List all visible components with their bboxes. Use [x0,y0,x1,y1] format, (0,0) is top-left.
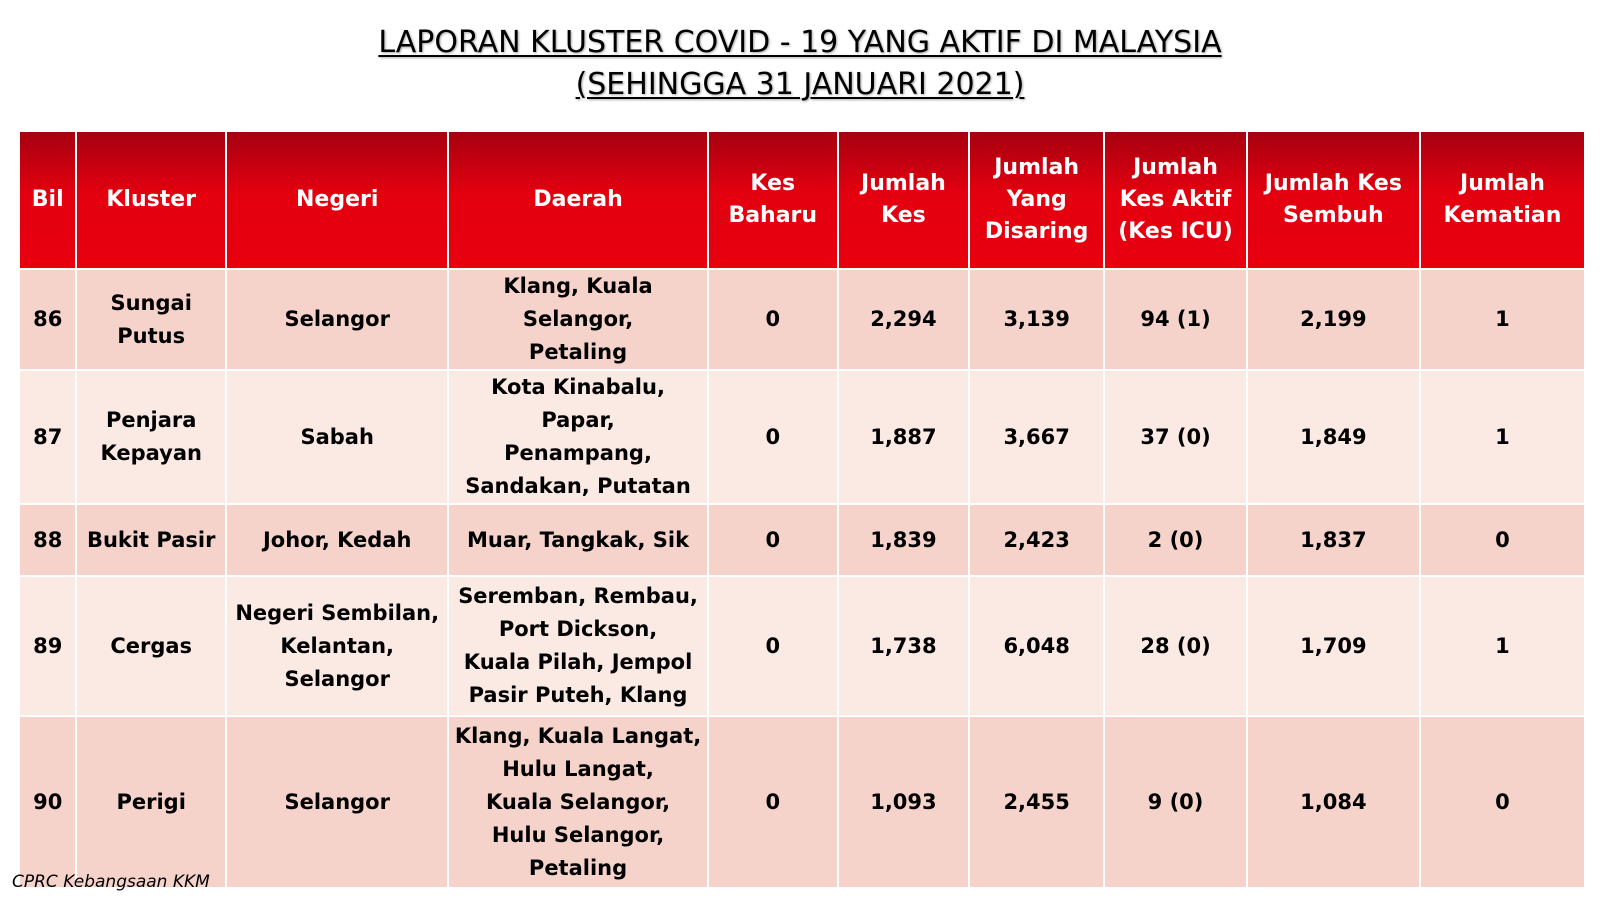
cell-kes-aktif: 37 (0) [1104,370,1246,504]
cell-jumlah-kes: 2,294 [838,269,969,370]
cell-daerah: Muar, Tangkak, Sik [448,504,707,576]
cell-daerah: Klang, Kuala Selangor, Petaling [448,269,707,370]
report-title-line1: LAPORAN KLUSTER COVID - 19 YANG AKTIF DI MALAYSIA [378,25,1222,60]
cell-kes-aktif: 28 (0) [1104,576,1246,716]
cell-kes-baharu: 0 [708,370,838,504]
cell-jumlah-disaring: 6,048 [969,576,1104,716]
table-row [19,504,1585,576]
cell-bil: 90 [19,716,76,888]
header-kematian: Jumlah Kematian [1420,131,1585,269]
cell-bil: 89 [19,576,76,716]
header-jumlah-disaring: Jumlah Yang Disaring [969,131,1104,269]
cell-kes-sembuh: 1,709 [1247,576,1420,716]
cell-jumlah-kes: 1,839 [838,504,969,576]
report-title [0,22,1600,106]
header-row [19,131,1585,269]
source-credit: CPRC Kebangsaan KKM [12,872,210,892]
table-row [19,716,1585,888]
header-jumlah-kes: Jumlah Kes [838,131,969,269]
cell-negeri: Sabah [226,370,448,504]
cell-negeri: Selangor [226,716,448,888]
cell-kes-baharu: 0 [708,269,838,370]
cell-kes-sembuh: 1,837 [1247,504,1420,576]
cell-kematian: 0 [1420,504,1585,576]
cell-negeri: Negeri Sembilan, Kelantan, Selangor [226,576,448,716]
cell-kematian: 1 [1420,370,1585,504]
cell-negeri: Johor, Kedah [226,504,448,576]
cell-bil: 87 [19,370,76,504]
report-title-line2: (SEHINGGA 31 JANUARI 2021) [575,67,1025,102]
cell-bil: 86 [19,269,76,370]
cell-kes-baharu: 0 [708,504,838,576]
cell-jumlah-disaring: 3,667 [969,370,1104,504]
cell-kes-baharu: 0 [708,716,838,888]
cell-kes-sembuh: 1,849 [1247,370,1420,504]
cell-daerah: Seremban, Rembau, Port Dickson, Kuala Pilah, Jempol Pasir Puteh, Klang [448,576,707,716]
cell-jumlah-disaring: 2,423 [969,504,1104,576]
cell-bil: 88 [19,504,76,576]
header-kes-sembuh: Jumlah Kes Sembuh [1247,131,1420,269]
cell-kematian: 1 [1420,269,1585,370]
cell-kes-baharu: 0 [708,576,838,716]
header-kes-baharu: Kes Baharu [708,131,838,269]
cell-kluster: Perigi [76,716,226,888]
cell-kes-sembuh: 1,084 [1247,716,1420,888]
cell-kes-aktif: 94 (1) [1104,269,1246,370]
cell-kluster: Penjara Kepayan [76,370,226,504]
cluster-table [18,130,1586,889]
cell-kes-aktif: 9 (0) [1104,716,1246,888]
header-bil: Bil [19,131,76,269]
header-negeri: Negeri [226,131,448,269]
cell-kes-aktif: 2 (0) [1104,504,1246,576]
table-row [19,370,1585,504]
cell-jumlah-disaring: 2,455 [969,716,1104,888]
cell-jumlah-kes: 1,093 [838,716,969,888]
table-header [19,131,1585,269]
cell-kematian: 0 [1420,716,1585,888]
cell-daerah: Kota Kinabalu, Papar, Penampang, Sandakan, Putatan [448,370,707,504]
cell-kluster: Bukit Pasir [76,504,226,576]
cell-kluster: Cergas [76,576,226,716]
cell-kluster: Sungai Putus [76,269,226,370]
cell-jumlah-disaring: 3,139 [969,269,1104,370]
cell-kes-sembuh: 2,199 [1247,269,1420,370]
cell-negeri: Selangor [226,269,448,370]
cell-kematian: 1 [1420,576,1585,716]
cell-jumlah-kes: 1,738 [838,576,969,716]
header-kluster: Kluster [76,131,226,269]
cell-jumlah-kes: 1,887 [838,370,969,504]
header-daerah: Daerah [448,131,707,269]
table-row [19,576,1585,716]
cell-daerah: Klang, Kuala Langat, Hulu Langat, Kuala Selangor, Hulu Selangor, Petaling [448,716,707,888]
table-row [19,269,1585,370]
table-body [19,269,1585,888]
header-kes-aktif: Jumlah Kes Aktif (Kes ICU) [1104,131,1246,269]
